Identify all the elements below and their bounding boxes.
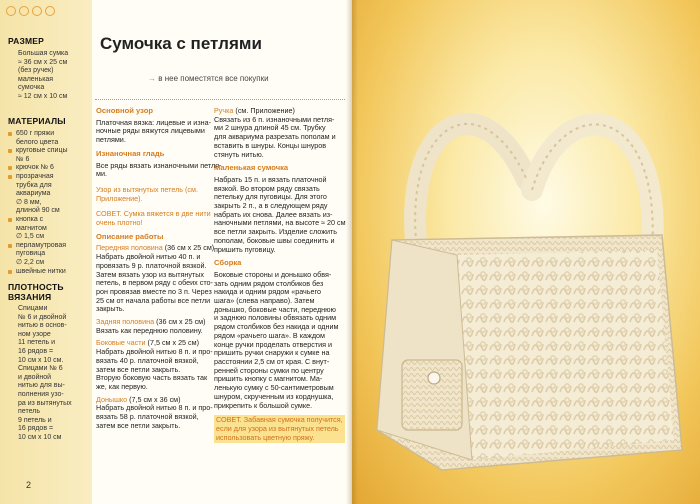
sidebar-line: 10 см x 10 см. [18,356,64,364]
text-line: все петли закрыть. Изделие сложить [214,227,338,237]
text-line: Набрать двойной нитью 8 п. и про- [96,347,213,357]
sidebar-line: ≈ 12 см x 10 см [18,92,68,100]
sidebar-line: петель [18,408,40,416]
text-line: набрать их снова. Далее вязать из- [214,209,333,219]
sidebar-line: 16 рядов = [18,425,54,433]
materials-section [8,116,90,276]
arrow-right-icon: → [148,74,159,83]
sidebar-line: ∅ 1,5 см [16,233,45,241]
bottom-text [96,404,222,430]
text-line: СОВЕТ. Сумка вяжется в две нити [96,209,211,219]
tip-box [214,415,345,443]
text-line: накида и одним рядом «рачьего [214,287,322,297]
density-heading: ПЛОТНОСТЬ [8,282,64,292]
sidebar-line: пуговица [16,250,46,258]
text-line: Набрать двойной нитью 40 п. и [96,252,201,262]
work-description-heading: Описание работы [96,231,164,241]
text-line: рядом «рачьего шага». В каждом [214,330,325,340]
assembly-text [214,271,349,410]
small-bag-text [214,176,349,254]
side-parts-title: Боковые части [96,338,146,348]
text-line: Платочная вязка: лицевые и изна- [96,117,211,127]
small-bag-heading: Маленькая сумочка [214,163,289,173]
density-section [8,282,90,443]
page-subtitle [148,74,269,83]
text-line: конце ручки проделать отверстия и [214,339,333,349]
sidebar-line: прозрачная [8,173,90,182]
sidebar [0,0,92,504]
text-line: и заднюю половины обвязать одним [214,313,337,323]
text-line: ренней стороны сумки по центру [214,365,324,375]
sidebar-line: аквариума [16,190,51,198]
text-line: закрыть. [96,304,125,314]
text-line: Набрать двойной нитью 8 п. и про- [96,403,213,413]
sidebar-line: ∅ 2,2 см [16,258,45,266]
text-line: же, как первую. [96,381,148,391]
back-half-title: Задняя половина [96,317,155,327]
text-line: затем все петли закрыть. [96,420,181,430]
sidebar-line: 11 петель и [18,339,56,347]
small-bag [402,360,462,430]
density-text [8,305,90,443]
back-half-size: (36 см x 25 см) [154,317,206,327]
sidebar-line: (без ручек) [18,67,54,75]
sidebar-line: и двойной [18,373,52,381]
sidebar-line: сумочка [18,84,45,92]
text-line: Боковые стороны и донышко обвя- [214,269,332,279]
sidebar-line: перламутровая [8,242,90,251]
page-number: 2 [26,480,32,490]
subtitle-text: в нее поместятся все покупки [158,74,269,83]
text-line: закрыть 2 п., а в следующем ряду [214,201,328,211]
text-line: вязать 40 р. платочной вязкой, [96,355,199,365]
text-line: рядом столбиков без накида и одним [214,322,339,332]
text-line: Связать из 6 п. изнаночными петля- [214,114,335,124]
text-line: вязать 58 р. платочной вязкой, [96,412,199,422]
sidebar-line: 10 см x 10 см [18,433,62,441]
text-line: рон провязав вместе по 3 п. Через [96,286,212,296]
sidebar-line: нитью для вы- [18,382,65,390]
instructions-column-2 [214,107,349,443]
bag-front-loops [457,250,674,460]
loop-pattern-text [96,186,222,203]
size-text [8,50,90,102]
text-line: для аквариума разрезать пополам и [214,132,336,142]
text-line: пришить кнопку с магнитом. Ма- [214,374,323,384]
text-line: ми. [96,169,107,179]
text-line: ленькую сумку с 50-сантиметровым [214,383,334,393]
handle-text [214,116,349,160]
bottom-size: (7,5 см x 36 см) [127,394,181,404]
sidebar-line: трубка для [16,181,52,189]
front-half-size: (36 см x 25 см) [162,243,215,253]
sidebar-line: швейные нитки [8,268,90,277]
text-line: прикрепить к большой сумке. [214,400,313,410]
sidebar-line: Спицами № 6 [18,365,63,373]
text-line: пополам, боковые швы соединить и [214,235,335,245]
bag-handle [415,124,527,250]
materials-list [8,130,90,276]
size-heading: РАЗМЕР [8,36,45,46]
sidebar-line: ≈ 36 см x 25 см [18,58,68,66]
page-title: Сумочка с петлями [100,34,262,53]
knitted-bag-photo [362,60,692,490]
density-heading-2: ВЯЗАНИЯ [8,292,52,302]
text-line: очень плотно! [96,218,143,228]
text-line: провязать 9 р. платочной вязкой. [96,260,207,270]
text-line: Приложение). [96,193,143,203]
sidebar-line: кнопка с [8,216,90,225]
side-parts-text [96,348,222,392]
sidebar-line: маленькая [18,75,54,83]
text-line: петель, в первом ряду с обеих сто- [96,278,213,288]
text-line: пришить пуговицу. [214,244,276,254]
text-line: Набрать 15 п. и вязать платочной [214,174,327,184]
text-line: зать одним рядом столбиков без [214,278,324,288]
button-icon [428,372,440,384]
purl-text [96,162,222,179]
sidebar-line: ∅ 8 мм, [16,198,42,206]
sidebar-line: 650 г пряжи [8,130,90,139]
yarn-balls-icon [6,6,55,16]
text-line: донышко, боковые части, переднюю [214,304,336,314]
front-half-text [96,253,222,314]
size-section [8,36,90,102]
sidebar-line: полнения узо- [18,390,64,398]
text-line: ми 2 шнура длиной 45 см. Трубку [214,123,326,133]
text-line: петельку для пуговицы. Для этого [214,192,327,202]
side-parts-size: (7,5 см x 25 см) [145,338,199,348]
sidebar-line: ра из вытянутых [18,399,72,407]
sidebar-line: крючок № 6 [8,164,90,173]
text-line: вязкой. Во втором ряду связать [214,183,320,193]
bottom-title: Донышко [96,394,128,404]
assembly-heading: Сборка [214,258,242,268]
text-line: стянуть нитью. [214,149,264,159]
main-pattern-text [96,119,222,145]
sidebar-line: нитью в основ- [18,322,67,330]
text-line: Все ряды вязать изнаночными петля- [96,160,222,170]
sidebar-line: длиной 90 см [16,207,60,215]
sidebar-line: № 6 [16,155,30,163]
front-half-title: Передняя половина [96,243,163,253]
bag-handle-2 [532,124,653,250]
sidebar-line: 16 рядов = [18,347,54,355]
handle-title: Ручка [214,106,234,115]
text-line: расстоянии 2,5 см от края. С внут- [214,356,330,366]
text-line: использовать цветную пряжу. [216,432,315,442]
text-line: шнуром, скрученным из корднушка, [214,391,334,401]
text-line: Узор из вытянутых петель (см. [96,184,198,194]
text-line: ночные ряды вяжутся лицевыми [96,126,205,136]
instructions-column-1 [96,107,222,431]
text-line: СОВЕТ. Забавная сумочка получится, [216,415,343,425]
sidebar-line: № 6 и двойной [18,313,67,321]
text-line: пришить ручки снаружи к сумке на [214,348,330,358]
text-line: петлями. [96,135,126,145]
sidebar-line: Спицами [18,305,48,312]
main-pattern-heading: Основной узор [96,106,154,115]
text-line: Затем вязать узор из вытянутых [96,269,205,279]
divider [95,99,345,100]
text-line: наночными петлями, на высоте ≈ 20 см [214,218,346,228]
handle-ref: (см. Приложение) [233,106,295,115]
back-half-text: Вязать как переднюю половину. [96,325,203,335]
sidebar-line: 9 петель и [18,416,52,424]
sidebar-line: Большая сумка [18,50,69,57]
spine-shadow [346,0,358,504]
text-line: Вторую боковую часть вязать так [96,373,208,383]
text-line: затем все петли закрыть. [96,364,181,374]
sidebar-line: круговые спицы [8,147,90,156]
sidebar-line: магнитом [16,224,47,232]
sidebar-line: ном узоре [18,330,51,338]
text-line: 25 см от начала работы все петли [96,295,211,305]
tip-text [96,210,222,227]
materials-heading: МАТЕРИАЛЫ [8,116,66,126]
purl-heading: Изнаночная гладь [96,148,165,158]
text-line: вставить в шнуры. Концы шнуров [214,140,327,150]
sidebar-line: белого цвета [16,138,59,146]
text-line: если для узора из вытянутых петель [216,423,339,433]
text-line: шага» (слева направо). Затем [214,296,315,306]
